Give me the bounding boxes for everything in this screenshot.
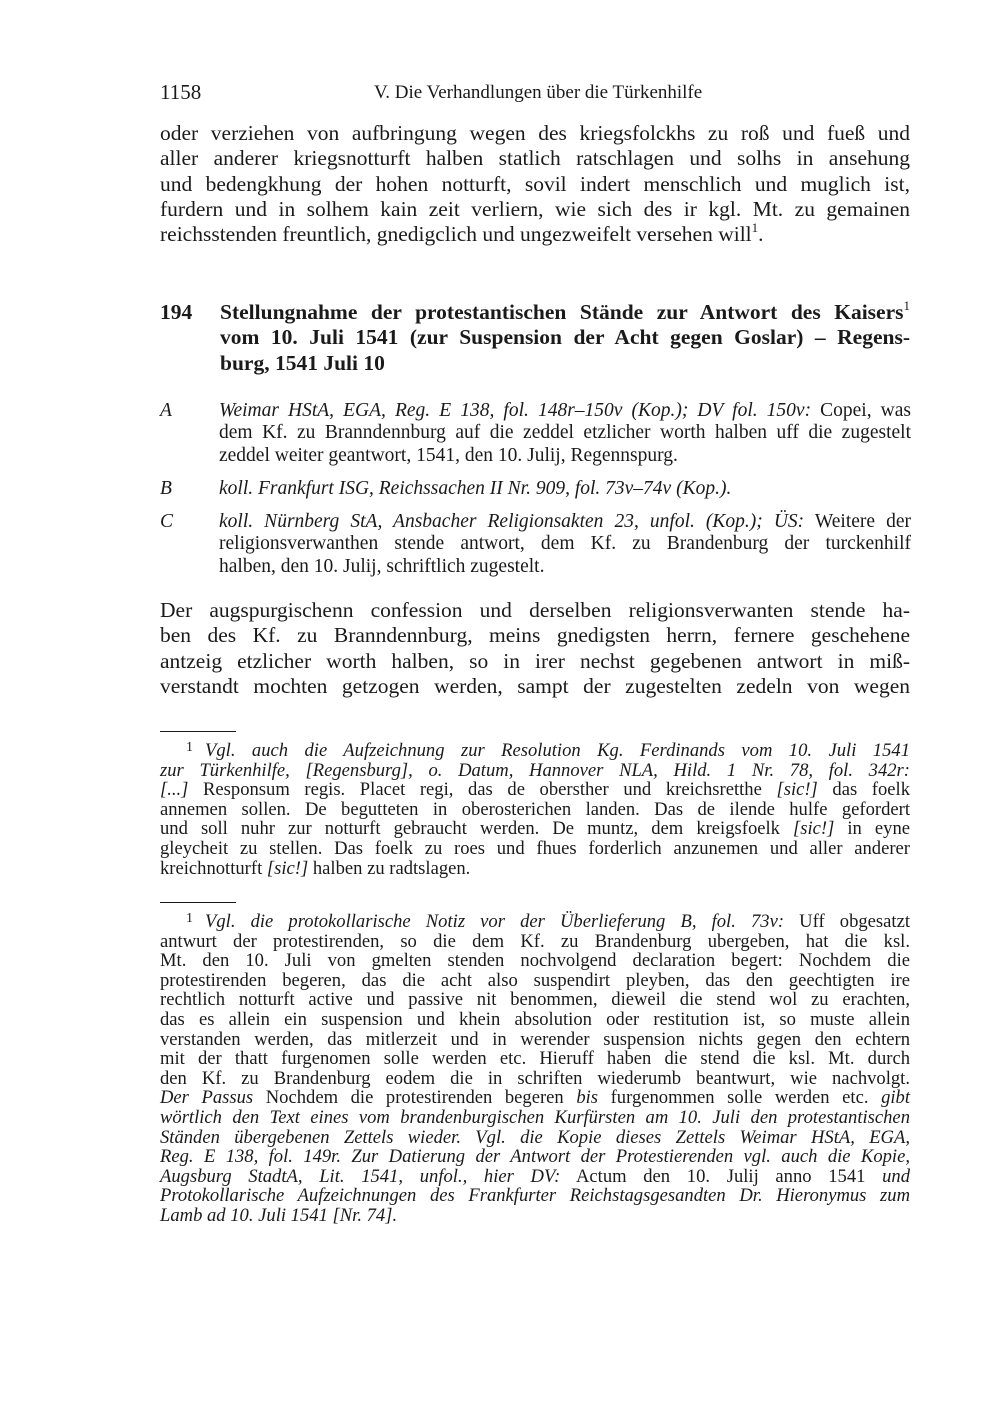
footnote-text: [...] (160, 779, 189, 801)
footnote-line (160, 738, 910, 761)
footnote-line (160, 800, 910, 820)
document-title-line: burg, 1541 Juli 10 (220, 350, 385, 375)
footnote-line (160, 1147, 910, 1167)
main-paragraph (160, 598, 910, 699)
footnote-line (160, 1186, 910, 1206)
footnote-line (160, 1128, 910, 1148)
footnote-rule (160, 902, 236, 903)
source-text: Weitere der (804, 511, 912, 532)
footnote-text: Der Passus (160, 1087, 254, 1109)
footnote-text: wörtlich den Text eines vom brandenburgischen Kurfürsten am 10. Juli den protestantischen (160, 1106, 910, 1128)
footnote-text: und (882, 1165, 910, 1187)
footnote-text: Vgl. die protokollarische Notiz vor der Überlieferung B, fol. 73v: (205, 911, 785, 932)
footnote-text: gibt (881, 1087, 910, 1109)
footnote-text: das foelk (817, 779, 910, 801)
document-title-line: vom 10. Juli 1541 (zur Suspension der Acht gegen Goslar) – Regens- (220, 325, 910, 350)
footnote-line (160, 990, 910, 1010)
intro-line: aller anderer kriegsnotturft halben statlich ratschlagen und solhs in ansehung (160, 146, 910, 171)
source-letter: B (160, 478, 172, 499)
footnote-text: Nochdem die protestirenden begeren (253, 1087, 577, 1109)
footnote-text: protestirenden begeren, das die acht also suspendirt pleyben, das den geechtigten ire (160, 969, 910, 991)
footnote-text: bis (576, 1087, 599, 1109)
footnote-text: zur Türkenhilfe, [Regensburg], o. Datum, Hannover NLA, Hild. 1 Nr. 78, fol. 342r: (160, 759, 910, 781)
footnote-text: verstanden werden, das mitlerzeit und in werender suspension nichts gegen den echtern (160, 1028, 910, 1050)
source-line: halben, den 10. Julij, schriftlich zugestelt. (219, 555, 545, 577)
main-line: Der augspurgischenn confession und derselben religionsverwanten stende ha- (160, 598, 910, 622)
footnote-text: [sic!] (266, 857, 309, 879)
source-citation: koll. Frankfurt ISG, Reichssachen II Nr. 909, fol. 73v–74v (Kop.). (219, 478, 732, 499)
footnote-line (160, 859, 910, 879)
footnote-text: Ständen übergebenen Zettels wieder. Vgl. die Kopie dieses Zettels Weimar HStA, EGA, (160, 1126, 910, 1148)
footnote-text: annemen sollen. De begutteten in oberosterichen landen. Das de ilende hulfe gefordert (160, 798, 910, 820)
footnote-text: Actum den 10. Julij anno 1541 (560, 1165, 883, 1187)
footnote-text: Vgl. auch die Aufzeichnung zur Resolution Kg. Ferdinands vom 10. Juli 1541 (205, 740, 910, 761)
footnote-line (160, 1069, 910, 1089)
document-title-line (220, 300, 910, 325)
document-title-text: Stellungnahme der protestantischen Stände zur Antwort des Kaisers (220, 300, 904, 324)
source-letter: C (160, 511, 174, 532)
intro-line-end: . (758, 222, 764, 247)
footnote-text: antwurt der protestirenden, so die dem Kf. zu Brandenburg ubergeben, hat die ksl. (160, 930, 910, 952)
page-number: 1158 (160, 80, 202, 104)
footnote-text: halben zu radtslagen. (308, 857, 471, 879)
footnote-reference[interactable]: 1 (751, 220, 759, 236)
footnote-rule (160, 731, 236, 732)
footnote-line (160, 1167, 910, 1187)
footnote-text: furgenommen solle werden etc. (598, 1087, 882, 1109)
footnote-text: Augsburg StadtA, Lit. 1541, unfol., hier DV: (160, 1165, 561, 1187)
source-line: religionsverwanthen stende antwort, dem Kf. zu Brandenburg der turckenhilf (219, 533, 911, 555)
footnote-text: kreichnotturft (160, 857, 267, 879)
footnote-line (160, 1049, 910, 1069)
source-entry (219, 478, 911, 500)
main-line: antzeig etzlicher worth halben, so in irer nechst gegebenen antwort in miß- (160, 648, 910, 673)
footnote-text: rechtlich notturft active und passive nit benommen, dieweil die stend wol zu erachten, (160, 989, 910, 1011)
footnote-text: [sic!] (776, 779, 818, 801)
source-line (219, 400, 911, 422)
footnote-text: Protokollarische Aufzeichnungen des Frankfurter Reichstagsgesandten Dr. Hieronymus zum (160, 1185, 910, 1207)
footnote-line (160, 1108, 910, 1128)
footnote-text: Reg. E 138, fol. 149r. Zur Datierung der Antwort der Protestierenden vgl. auch die Kopie, (160, 1146, 910, 1168)
intro-line-text: reichsstenden freuntlich, gnedigclich und ungezweifelt versehen will (160, 222, 752, 247)
footnote-line (160, 761, 910, 781)
footnote-text: den Kf. zu Brandenburg eodem die in schriften wiederumb beantwurt, wie nachvolgt. (160, 1067, 910, 1089)
footnote-text: mit der thatt furgenomen solle werden etc. Hieruff haben die stend die ksl. Mt. durch (160, 1048, 910, 1070)
source-line: dem Kf. zu Branndennburg auf die zeddel etzlicher worth halben uff die zugestelt (219, 422, 911, 444)
source-letter: A (160, 400, 172, 421)
source-citation: koll. Nürnberg StA, Ansbacher Religionsakten 23, unfol. (Kop.); ÜS: (219, 511, 805, 532)
footnote-line (160, 909, 910, 932)
intro-line: oder verziehen von aufbringung wegen des kriegsfolckhs zu roß und fueß und (160, 121, 910, 145)
footnote-text: das es allein ein suspension und khein absolution oder restitution ist, so muste allein (160, 1008, 910, 1030)
intro-line (160, 222, 910, 247)
footnote-reference[interactable]: 1 (903, 298, 910, 313)
footnote-line (160, 1206, 910, 1226)
intro-line: furdern und in solhem kain zeit verliern, wie sich des ir kgl. Mt. zu gemainen (160, 196, 910, 221)
intro-paragraph (160, 121, 910, 247)
document-number: 194 (160, 300, 193, 324)
footnote-text: Lamb ad 10. Juli 1541 [Nr. 74]. (160, 1204, 398, 1226)
source-line: zeddel weiter geantwort, 1541, den 10. Julij, Regennspurg. (219, 444, 678, 466)
footnote-text: Uff obgesatzt (784, 911, 910, 932)
source-citation: Weimar HStA, EGA, Reg. E 138, fol. 148r–150v (Kop.); DV fol. 150v: (219, 400, 812, 421)
footnote-line (160, 1088, 910, 1108)
main-line: ben des Kf. zu Branndennburg, meins gnedigsten herrn, fernere geschehene (160, 623, 910, 648)
source-text: Copei, was (811, 400, 911, 421)
footnote-line (160, 1030, 910, 1050)
footnote-mark: 1 (186, 740, 193, 755)
main-line: verstandt mochten getzogen werden, sampt der zugestelten zedeln von wegen (160, 673, 910, 698)
footnote-text: und soll nuhr zur notturft gebraucht werden. De muntz, dem kreigsfoelk (160, 818, 794, 840)
source-line (219, 511, 911, 533)
footnote-mark: 1 (186, 911, 193, 926)
footnote-line (160, 932, 910, 952)
source-entry (219, 511, 911, 578)
footnote-text: Responsum regis. Placet regi, das de obersther und kreichsretthe (188, 779, 777, 801)
running-title: V. Die Verhandlungen über die Türkenhilfe (374, 82, 703, 103)
footnote-text: gleycheit zu stellen. Das foelk zu roes und fhues forderlich anzunemen und aller anderer (160, 837, 910, 859)
footnote-line (160, 839, 910, 859)
footnote-line (160, 971, 910, 991)
footnote-text: [sic!] (793, 818, 835, 840)
footnote-line (160, 780, 910, 800)
footnote-1 (160, 738, 910, 878)
footnote-line (160, 819, 910, 839)
footnote-line (160, 1010, 910, 1030)
footnote-2 (160, 909, 910, 1226)
footnote-text: in eyne (834, 818, 911, 840)
document-title (220, 300, 910, 376)
intro-line: und bedengkhung der hohen notturft, sovil indert menschlich und muglich ist, (160, 171, 910, 196)
source-entry (219, 400, 911, 467)
footnote-line (160, 951, 910, 971)
footnote-text: Mt. den 10. Juli von gmelten stenden nochvolgend declaration begert: Nochdem die (160, 950, 910, 972)
